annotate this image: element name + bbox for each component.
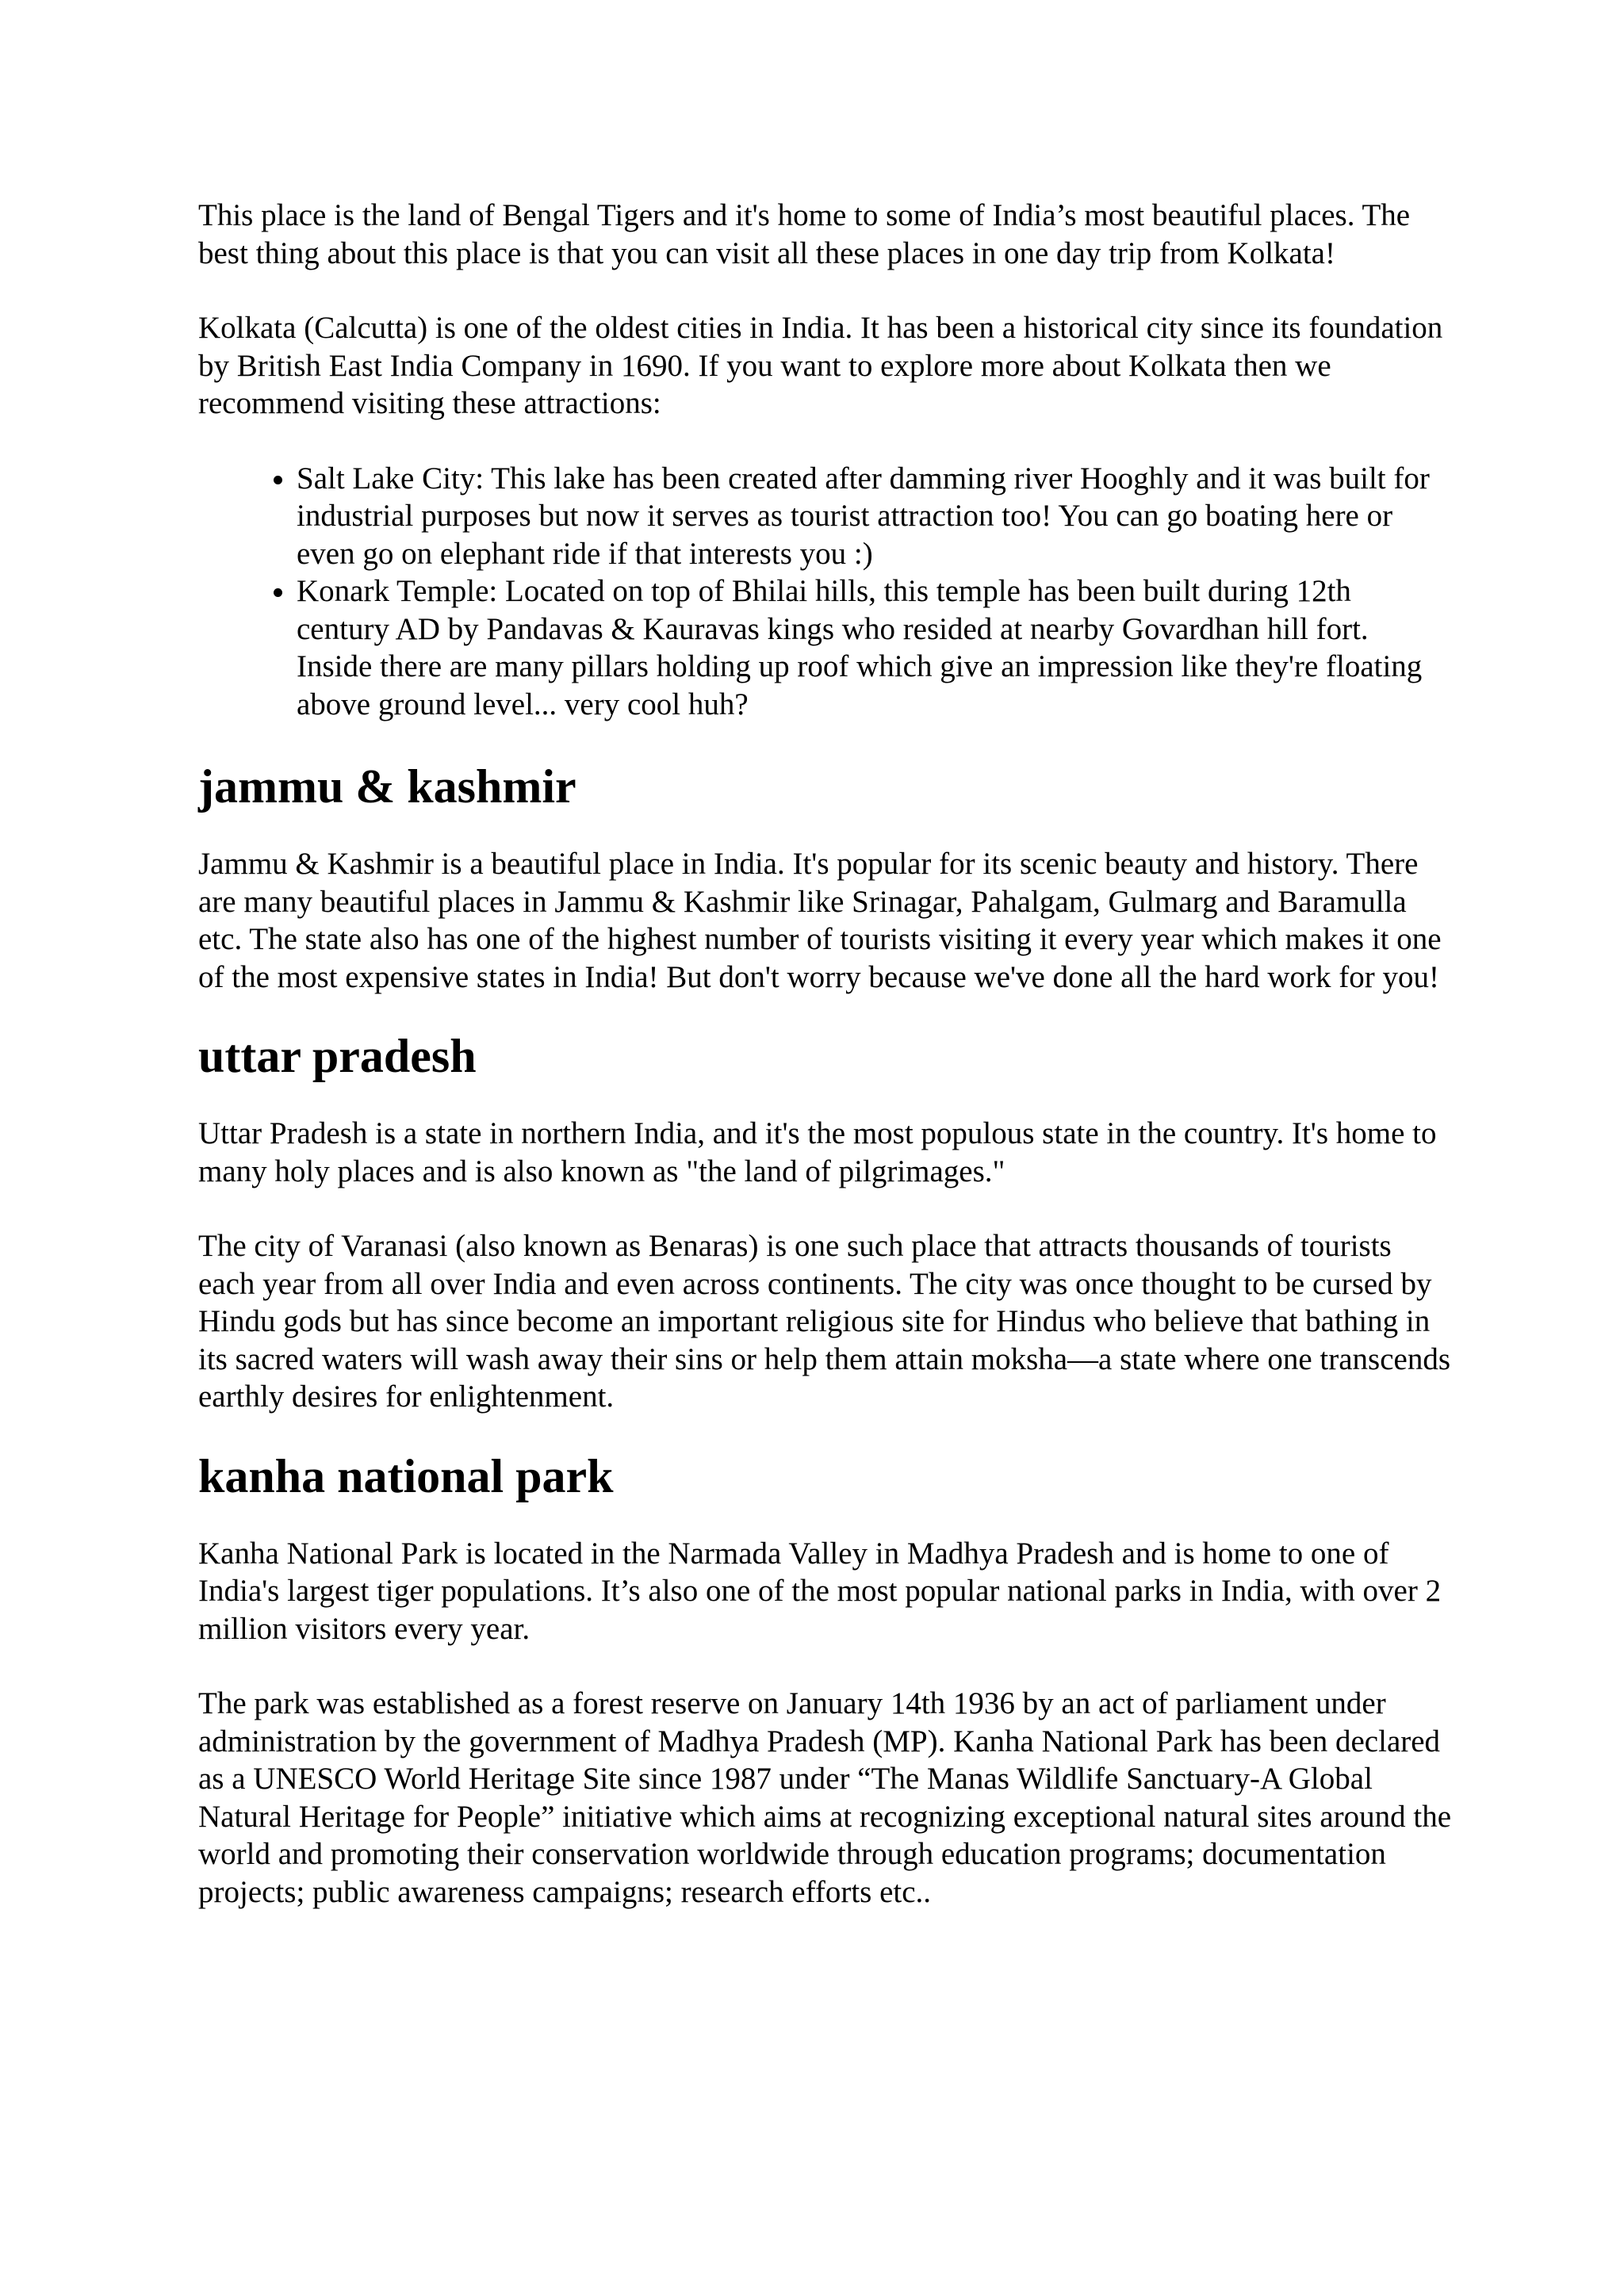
section-heading-jammu-kashmir: jammu & kashmir: [198, 760, 576, 813]
intro-paragraph-2: Kolkata (Calcutta) is one of the oldest cities in India. It has been a historical city since its foundation by British East India Company in 1690. If you want to explore more about Kolkata then we recommend visiting these attractions:: [198, 311, 1443, 420]
section-paragraph: Kanha National Park is located in the Narmada Valley in Madhya Pradesh and is home to one of India's largest tiger populations. It’s also one of the most popular national parks in India, with over 2 million visitors every year.: [198, 1536, 1442, 1646]
section-paragraph: The park was established as a forest reserve on January 14th 1936 by an act of parliament under administration by the government of Madhya Pradesh (MP). Kanha National Park has been declared as a UNESCO World Heritage Site since 1987 under “The Manas Wildlife Sanctuary-A Global Natural Heritage for People” initiative which aims at recognizing exceptional natural sites around the world and promoting their conservation worldwide through education programs; documentation projects; public awareness campaigns; research efforts etc..: [198, 1686, 1452, 1909]
list-item: • Salt Lake City: This lake has been created after damming river Hooghly and it was built for industrial purposes but now it serves as tourist attraction too! You can go boating here or even go on elephant ride if that interests you :): [297, 460, 1451, 573]
section-paragraph: Jammu & Kashmir is a beautiful place in India. It's popular for its scenic beauty and history. There are many beautiful places in Jammu & Kashmir like Srinagar, Pahalgam, Gulmarg and Baramulla etc. The state also has one of the highest number of tourists visiting it every year which makes it one of the most expensive states in India! But don't worry because we've done all the hard work for you!: [198, 847, 1442, 994]
kolkata-attractions-list: [198, 460, 1451, 724]
intro-paragraph-1: This place is the land of Bengal Tigers and it's home to some of India’s most beautiful places. The best thing about this place is that you can visit all these places in one day trip from Kolkata!: [198, 198, 1411, 270]
list-item: • Konark Temple: Located on top of Bhilai hills, this temple has been built during 12th century AD by Pandavas & Kauravas kings who resided at nearby Govardhan hill fort. Inside there are many pillars holding up roof which give an impression like they're floating above ground level... very cool huh?: [297, 572, 1451, 723]
section-heading-kanha-national-park: kanha national park: [198, 1449, 614, 1502]
section-heading-uttar-pradesh: uttar pradesh: [198, 1030, 477, 1082]
section-paragraph: The city of Varanasi (also known as Benaras) is one such place that attracts thousands of tourists each year from all over India and even across continents. The city was once thought to be cursed by Hindu gods but has since become an important religious site for Hindus who believe that bathing in its sacred waters will wash away their sins or help them attain moksha—a state where one transcends earthly desires for enlightenment.: [198, 1229, 1451, 1414]
document-page: [198, 197, 1451, 1911]
section-paragraph: Uttar Pradesh is a state in northern India, and it's the most populous state in the country. It's home to many holy places and is also known as "the land of pilgrimages.": [198, 1116, 1437, 1188]
